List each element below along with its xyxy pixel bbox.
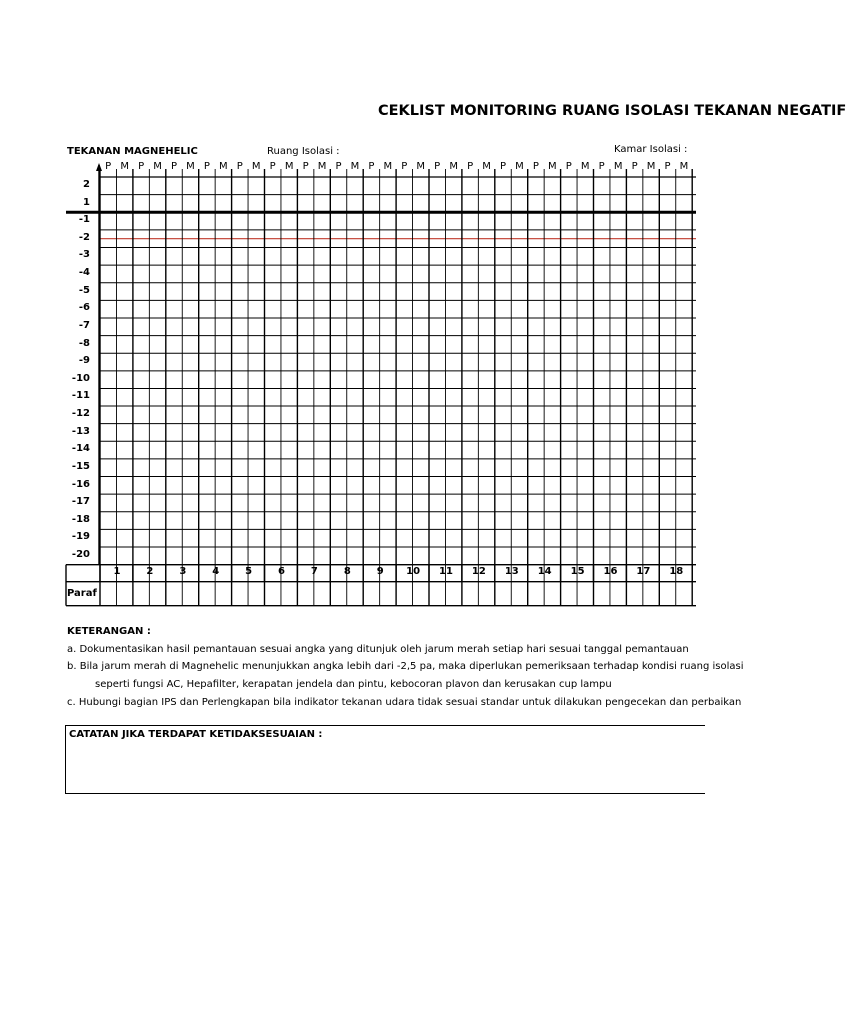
day-number: 12 [471,566,486,577]
pressure-scale-label: -17 [71,496,90,508]
day-number: 11 [439,566,453,577]
pressure-label: TEKANAN MAGNEHELIC [67,146,198,157]
pressure-scale-label: -5 [78,284,90,296]
shift-label: M [120,161,129,172]
keterangan-title: KETERANGAN : [67,626,151,637]
day-number: 2 [146,566,154,577]
shift-label: P [434,161,441,172]
pressure-scale-label: -14 [71,443,90,455]
day-number: 1 [113,566,121,577]
day-number: 5 [245,566,253,577]
pressure-scale-label: -16 [71,478,90,490]
day-number: 14 [537,566,552,577]
shift-label: M [580,161,590,172]
shift-label: M [284,161,294,172]
pressure-scale-label: -13 [71,425,90,437]
pressure-scale-label: -10 [71,372,90,384]
catatan-label: CATATAN JIKA TERDAPAT KETIDAKSESUAIAN : [69,729,323,740]
y-axis-arrow [96,163,102,171]
pressure-scale-label: 2 [83,179,90,190]
pressure-scale-label: -3 [78,249,90,261]
day-number: 17 [636,566,651,577]
shift-label: M [153,161,162,172]
day-number: 7 [310,566,318,577]
shift-label: M [449,161,458,172]
pressure-scale-label: -6 [78,302,90,314]
keterangan-item-a: a. Dokumentasikan hasil pemantauan sesuai angka yang ditunjuk oleh jarum merah setiap hari sesuai tanggal pemantauan [67,644,689,655]
shift-label: M [482,161,491,172]
day-number: 8 [343,566,351,577]
day-number: 16 [603,566,618,577]
shift-label: P [170,161,178,172]
pressure-scale-label: -9 [78,355,90,367]
shift-label: M [646,161,656,172]
pressure-scale-label: -15 [71,460,90,472]
shift-label: P [532,161,539,172]
pressure-scale-label: -11 [71,390,90,402]
shift-label: P [401,161,408,172]
pressure-scale-label: 1 [83,196,90,208]
shift-label: M [515,161,524,172]
shift-label: P [236,161,243,172]
shift-label: P [138,161,145,172]
shift-label: P [467,161,474,172]
shift-label: M [383,161,393,172]
shift-label: P [269,161,276,172]
signature-label: Paraf [67,588,97,599]
shift-label: M [219,161,228,172]
keterangan-item-b-cont: seperti fungsi AC, Hepafilter, kerapatan jendela dan pintu, kebocoran plavon dan kerusakan cup lampu [95,679,612,690]
keterangan-item-b: b. Bila jarum merah di Magnehelic menunjukkan angka lebih dari -2,5 pa, maka diperlukan pemeriksaan terhadap kondisi ruang isolasi [67,661,744,672]
day-number: 13 [504,566,519,577]
shift-label: P [335,161,342,172]
shift-label: M [548,161,557,172]
pressure-scale-label: -18 [71,513,90,525]
shift-label: P [105,161,112,172]
day-number: 18 [669,566,684,577]
pressure-scale-label: -8 [78,337,90,349]
shift-label: P [598,161,605,172]
shift-label: M [679,161,689,172]
pressure-scale-label: -7 [78,319,90,331]
shift-label: M [613,161,623,172]
page-title: CEKLIST MONITORING RUANG ISOLASI TEKANAN NEGATIF [378,103,846,119]
pressure-scale-label: -1 [78,214,90,226]
pressure-scale-label: -19 [71,531,90,543]
day-number: 3 [179,566,187,577]
room-label: Ruang Isolasi : [267,146,340,157]
shift-label: M [350,161,360,172]
shift-label: M [186,161,195,172]
shift-label: M [251,161,261,172]
pressure-scale-label: -4 [78,267,90,279]
shift-label: M [317,161,327,172]
pressure-scale-label: -20 [71,549,90,561]
pressure-scale-label: -2 [78,231,90,243]
catatan-box[interactable] [65,725,705,794]
keterangan-item-c: c. Hubungi bagian IPS dan Perlengkapan bila indikator tekanan udara tidak sesuai standar untuk dilakukan pengecekan dan perbaikan [67,697,742,708]
day-number: 4 [212,566,220,577]
shift-label: P [302,161,309,172]
shift-label: P [631,161,638,172]
shift-label: P [499,161,507,172]
day-number: 9 [376,566,384,577]
pressure-scale-label: -12 [71,408,90,420]
chamber-label: Kamar Isolasi : [614,144,688,155]
shift-label: M [416,161,426,172]
shift-label: P [203,161,210,172]
shift-label: P [565,161,572,172]
shift-label: P [664,161,671,172]
day-number: 6 [278,566,285,577]
shift-label: P [368,161,375,172]
day-number: 15 [570,566,585,577]
day-number: 10 [406,566,421,577]
